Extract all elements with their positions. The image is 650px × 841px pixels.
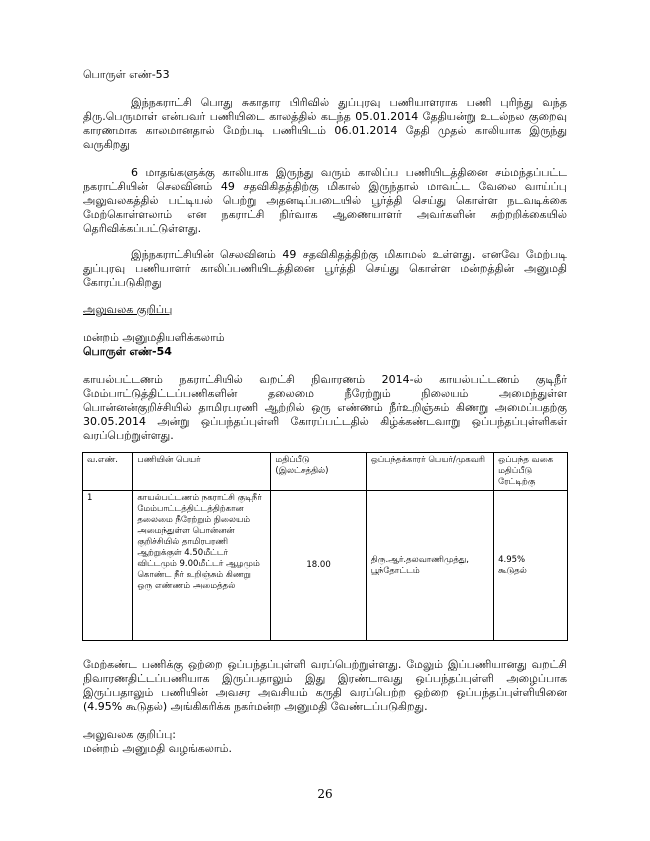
subject-53-paragraph-2: 6 மாதங்களுக்கு காலியாக இருந்து வரும் காலிப்ப பணியிடத்தினை சம்மந்தப்பட்ட நகராட்சியின் செலவினம் 49 சதவிகிதத்திற்கு மிகால் இருந்தால் மாவட்ட வேலை வாய்ப்பு அலுவலகத்தில் பட்டியல் பெற்று அதனடிப்படையில் பூர்த்தி செய்து கொள்ள நடவடிக்கை மேற்கொள்ளலாம் என நகராட்சி நிர்வாக ஆணையாளர் அவர்களின் சுற்றறிக்கையில் தெரிவிக்கப்பட்டுள்ளது. xyxy=(83,166,567,235)
cell-estimate: 18.00 xyxy=(271,491,366,641)
subject-53-paragraph-3: இந்நகராட்சியின் செலவினம் 49 சதவிகிதத்திற்கு மிகாமல் உள்ளது. எனவே மேற்படி துப்புரவு பணியாளர் காலிப்பணியிடத்தினை பூர்த்தி செய்து கொள்ள மன்றத்தின் அனுமதி கோரப்படுகிறது xyxy=(83,248,567,289)
tender-table xyxy=(82,452,568,641)
cell-contractor: திரு.ஆர்.தலவாணிமுத்து, பூந்தோட்டம் xyxy=(366,491,493,641)
subject-54-office-note: அலுவலக குறிப்பு: xyxy=(83,728,177,741)
subject-53-resolution: மன்றம் அனுமதியளிக்கலாம் xyxy=(83,331,225,344)
cell-rate xyxy=(494,491,568,641)
page-number: 26 xyxy=(317,787,333,801)
subject-53-heading: பொருள் எண்-53 xyxy=(83,68,170,81)
cell-serial-no: 1 xyxy=(83,491,133,641)
header-estimate: மதிப்பீடு (இலட்சத்தில்) xyxy=(271,453,366,491)
subject-53-office-note: அலுவலக குறிப்பு xyxy=(83,303,173,316)
header-work-name: பணியின் பெயர் xyxy=(133,453,271,491)
subject-54-paragraph-2: மேற்கண்ட பணிக்கு ஒற்றை ஒப்பந்தப்புள்ளி வரப்பெற்றுள்ளது. மேலும் இப்பணியானது வறட்சி நிவாரணதிட்டப்பணியாக இருப்பதாலும் இது இரண்டாவது ஒப்பந்தப்புள்ளி அழைப்பாக இருப்பதாலும் பணியின் அவசர அவசியம் கருதி வரப்பெற்ற ஒற்றை ஒப்பந்தப்புள்ளியினை (4.95% கூடுதல்) அங்கிகரிக்க நகர்மன்ற அனுமதி வேண்டப்படுகிறது. xyxy=(83,658,567,713)
cell-work-name: காயல்பட்டணம் நகராட்சி குடிநீர் மேம்பாட்டத்திட்டத்திற்கான தலைமை நீரேற்றும் நிலையம் அமைந்துள்ள பொன்னன் குறிச்சியில் தாமிரபரணி ஆற்றுக்குள் 4.50மீட்டர் விட்டமும் 9.00மீட்டர் ஆழமும் கொண்ட நீர் உறிஞ்சும் கிணறு ஒரு எண்ணம் அமைத்தல் xyxy=(133,491,271,641)
table-header-row xyxy=(83,453,568,491)
header-contractor: ஒப்பந்தக்காரர் பெயர்/முகவரி xyxy=(366,453,493,491)
subject-54-heading: பொருள் எண்-54 xyxy=(83,345,172,358)
table-row xyxy=(83,491,568,641)
subject-54-paragraph-1: காயல்பட்டணம் நகராட்சியில் வறட்சி நிவாரணம் 2014-ல் காயல்பட்டணம் குடிநீர் மேம்பாட்டுத்திட்டப்பணிகளின் தலைமை நீரேற்றும் நிலையம் அமைந்துள்ள பொன்னன்குறிச்சியில் தாமிரபரணி ஆற்றில் ஒரு எண்ணம் நீர்உறிஞ்சும் கிணறு அமைப்பதற்கு 30.05.2014 அன்று ஒப்பந்தப்புள்ளி கோரப்பட்டதில் கிழ்க்கண்டவாறு ஒப்பந்தப்புள்ளிகள் வரப்பெற்றுள்ளது. xyxy=(83,373,567,442)
header-serial-no: வ.எண். xyxy=(83,453,133,491)
rate-note: கூடுதல் xyxy=(498,565,527,576)
header-rate: ஒப்பந்த வகை மதிப்பீடு ரேட்டிற்கு xyxy=(494,453,568,491)
rate-value: 4.95% xyxy=(498,554,526,565)
subject-53-paragraph-1: இந்நகராட்சி பொது சுகாதார பிரிவில் துப்புரவு பணியாளராக பணி புரிந்து வந்த திரு.பெருமாள் என்பவர் பணியிடை காலத்தில் கடந்த 05.01.2014 தேதியன்று உடல்நல குறைவு காரணமாக காலமானதால் மேற்படி பணியிடம் 06.01.2014 தேதி முதல் காலியாக இருந்து வருகிறது xyxy=(83,96,567,151)
subject-54-resolution: மன்றம் அனுமதி வழங்கலாம். xyxy=(83,742,232,755)
